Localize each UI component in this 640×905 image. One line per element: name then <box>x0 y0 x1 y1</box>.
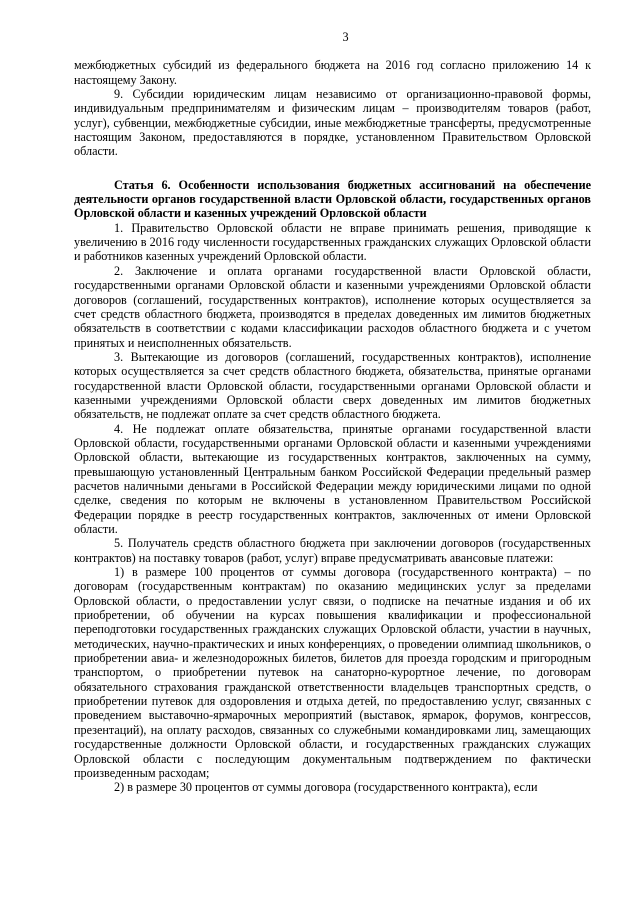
paragraph-continuation: межбюджетных субсидий из федерального бюджета на 2016 год согласно приложению 14 к настоящему Закону. <box>74 58 591 87</box>
paragraph-subitem-1: 1) в размере 100 процентов от суммы договора (государственного контракта) – по договорам (государственным контрактам) по оказанию медицинских услуг за пределами Орловской области, о предоставлении услуг связи, о подписке на печатные издания и об их приобретении, об обучении на курсах повышения квалификации и профессиональной переподготовки государственных гражданских служащих Орловской области, участии в научных, методических, научно-практических и иных конференциях, о проведении олимпиад школьников, о приобретении авиа- и железнодорожных билетов, билетов для проезда городским и пригородным транспортом, о приобретении путевок на санаторно-курортное лечение, по договорам обязательного страхования гражданской ответственности владельцев транспортных средств, о приобретении путевок для оздоровления и отдыха детей, по предоставлению услуг, связанных с проведением выставочно-ярмарочных мероприятий (выставок, ярмарок, форумов, конгрессов, презентаций), на оплату расходов, связанных со служебными командировками лиц, замещающих государственные должности Орловской области, и государственных гражданских служащих Орловской области с последующим документальным подтверждением по фактически произведенным расходам; <box>74 565 591 780</box>
paragraph-subitem-2: 2) в размере 30 процентов от суммы договора (государственного контракта), если <box>114 780 538 795</box>
document-page <box>74 30 591 795</box>
article-6-heading: Статья 6. Особенности использования бюджетных ассигнований на обеспечение деятельности органов государственной власти Орловской области, государственных органов Орловской области и казенных учреждений Орловской области <box>74 177 591 221</box>
paragraph-item-9: 9. Субсидии юридическим лицам независимо от организационно-правовой формы, индивидуальным предпринимателям и физическим лицам – производителям товаров (работ, услуг), субвенции, межбюджетные субсидии, иные межбюджетные трансферты, предусмотренные настоящим Законом, предоставляются в порядке, установленном Правительством Орловской области. <box>74 87 591 159</box>
paragraph-article6-item-3: 3. Вытекающие из договоров (соглашений, государственных контрактов), исполнение которых осуществляется за счет средств областного бюджета, обязательства, принятые органами государственной власти Орловской области, государственными органами Орловской области и казенными учреждениями Орловской области сверх доведенных им лимитов бюджетных обязательств, не подлежат оплате за счет средств областного бюджета. <box>74 349 591 422</box>
paragraph-article6-item-2: 2. Заключение и оплата органами государственной власти Орловской области, государственными органами Орловской области и казенными учреждениями Орловской области договоров (соглашений, государственных контрактов), исполнение которых осуществляется за счет средств областного бюджета, производятся в пределах доведенных им лимитов бюджетных обязательств в соответствии с кодами классификации расходов областного бюджета и с учетом принятых и неисполненных обязательств. <box>74 263 591 350</box>
paragraph-article6-item-1: 1. Правительство Орловской области не вправе принимать решения, приводящие к увеличению в 2016 году численности государственных гражданских служащих Орловской области и работников казенных учреждений Орловской области. <box>74 220 591 264</box>
paragraph-article6-item-4: 4. Не подлежат оплате обязательства, принятые органами государственной власти Орловской области, государственными органами Орловской области и казенными учреждениями Орловской области, вытекающие из государственных контрактов, заключенных на сумму, превышающую установленный Центральным банком Российской Федерации предельный размер расчетов наличными деньгами в Российской Федерации между юридическими лицами по одной сделке, сведения по которым не включены в установленном Правительством Российской Федерации порядке в реестр государственных контрактов, заключенных от имени Орловской области. <box>74 421 591 536</box>
page-number: 3 <box>342 30 349 44</box>
paragraph-article6-item-5: 5. Получатель средств областного бюджета при заключении договоров (государственных контрактов) на поставку товаров (работ, услуг) вправе предусматривать авансовые платежи: <box>74 536 591 565</box>
